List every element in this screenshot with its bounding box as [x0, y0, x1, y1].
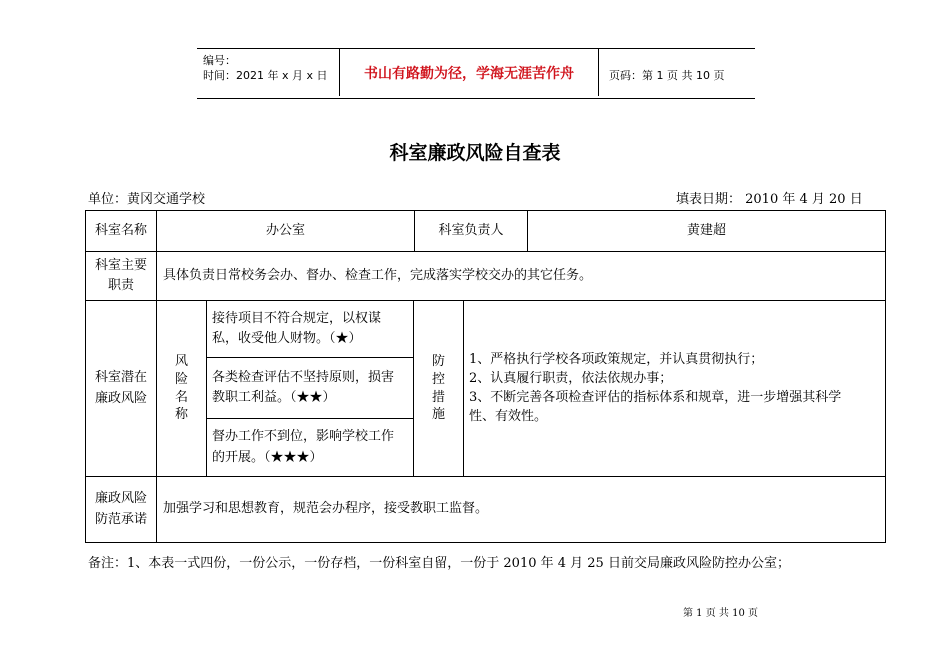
- measure-line: 性、有效性。: [469, 408, 548, 424]
- risk-name-char: 称: [174, 407, 188, 423]
- measure-line: 2、认真履行职责，依法依规办事；: [469, 370, 673, 386]
- risk-name-char: 名: [174, 389, 188, 405]
- measure-char: 措: [431, 389, 445, 405]
- risk-item: [212, 301, 412, 357]
- duty-label: [86, 252, 156, 300]
- dept-name-value: 办公室: [265, 222, 305, 238]
- header-meta: [197, 49, 339, 98]
- measure-line: 3、不断完善各项检查评估的指标体系和规章，进一步增强其科学: [469, 389, 842, 405]
- risk-item: [212, 419, 412, 476]
- duty-label-line1: 科室主要: [94, 257, 147, 273]
- risk-label-line2: 廉政风险: [94, 390, 147, 406]
- note: 备注：1、本表一式四份，一份公示，一份存档，一份科室自留，一份于 2010 年 4 月 25 日前交局廉政风险防控办公室；: [88, 556, 790, 571]
- dept-head-label: 科室负责人: [438, 222, 504, 238]
- measure-char: 控: [431, 371, 445, 387]
- document-header: [197, 48, 755, 99]
- measure-label: [414, 301, 463, 476]
- measure-char: 防: [431, 354, 445, 370]
- risk-item-line: 接待项目不符合规定，以权谋: [212, 310, 382, 326]
- risk-label-line1: 科室潜在: [94, 370, 147, 386]
- page-title: 科室廉政风险自查表: [389, 142, 561, 164]
- duty-label-line2: 职责: [107, 278, 134, 293]
- risk-name-char: 风: [174, 354, 188, 370]
- risk-item-line: 的开展。（★★★）: [212, 449, 323, 465]
- number-label: 编号：: [203, 54, 236, 67]
- commit-label: [86, 477, 156, 542]
- dept-name-label: 科室名称: [94, 222, 147, 238]
- risk-item: [212, 358, 412, 418]
- commit-value: 加强学习和思想教育，规范会办程序，接受教职工监督。: [163, 501, 489, 517]
- duty-value: 具体负责日常校务会办、督办、检查工作，完成落实学校交办的其它任务。: [163, 267, 593, 283]
- risk-name-label: [157, 301, 206, 476]
- fill-date: 填表日期： 2010 年 4 月 20 日: [676, 192, 863, 207]
- measure-line: 1、严格执行学校各项政策规定，并认真贯彻执行；: [469, 352, 764, 367]
- time-label: 时间：2021 年 x 月 x 日: [203, 69, 328, 82]
- motto-box: [339, 49, 599, 96]
- header-page-number: 页码：第 1 页 共 10 页: [609, 69, 725, 82]
- measures: [469, 301, 884, 476]
- commit-label-line2: 防范承诺: [94, 511, 147, 527]
- risk-item-line: 私，收受他人财物。（★）: [212, 331, 362, 346]
- header-motto-area: [339, 49, 798, 98]
- motto: 书山有路勤为径，学海无涯苦作舟: [364, 66, 574, 82]
- risk-label: [86, 301, 156, 476]
- commit-label-line1: 廉政风险: [94, 491, 147, 507]
- risk-name-char: 险: [174, 371, 188, 387]
- page-footer: 第 1 页 共 10 页: [683, 608, 758, 619]
- risk-item-line: 督办工作不到位，影响学校工作: [212, 429, 395, 445]
- unit-label: 单位：黄冈交通学校: [88, 192, 206, 207]
- dept-head-value: 黄建超: [686, 222, 726, 238]
- risk-item-line: 教职工利益。（★★）: [212, 390, 336, 405]
- risk-item-line: 各类检查评估不坚持原则，损害: [212, 369, 395, 385]
- measure-char: 施: [431, 407, 445, 423]
